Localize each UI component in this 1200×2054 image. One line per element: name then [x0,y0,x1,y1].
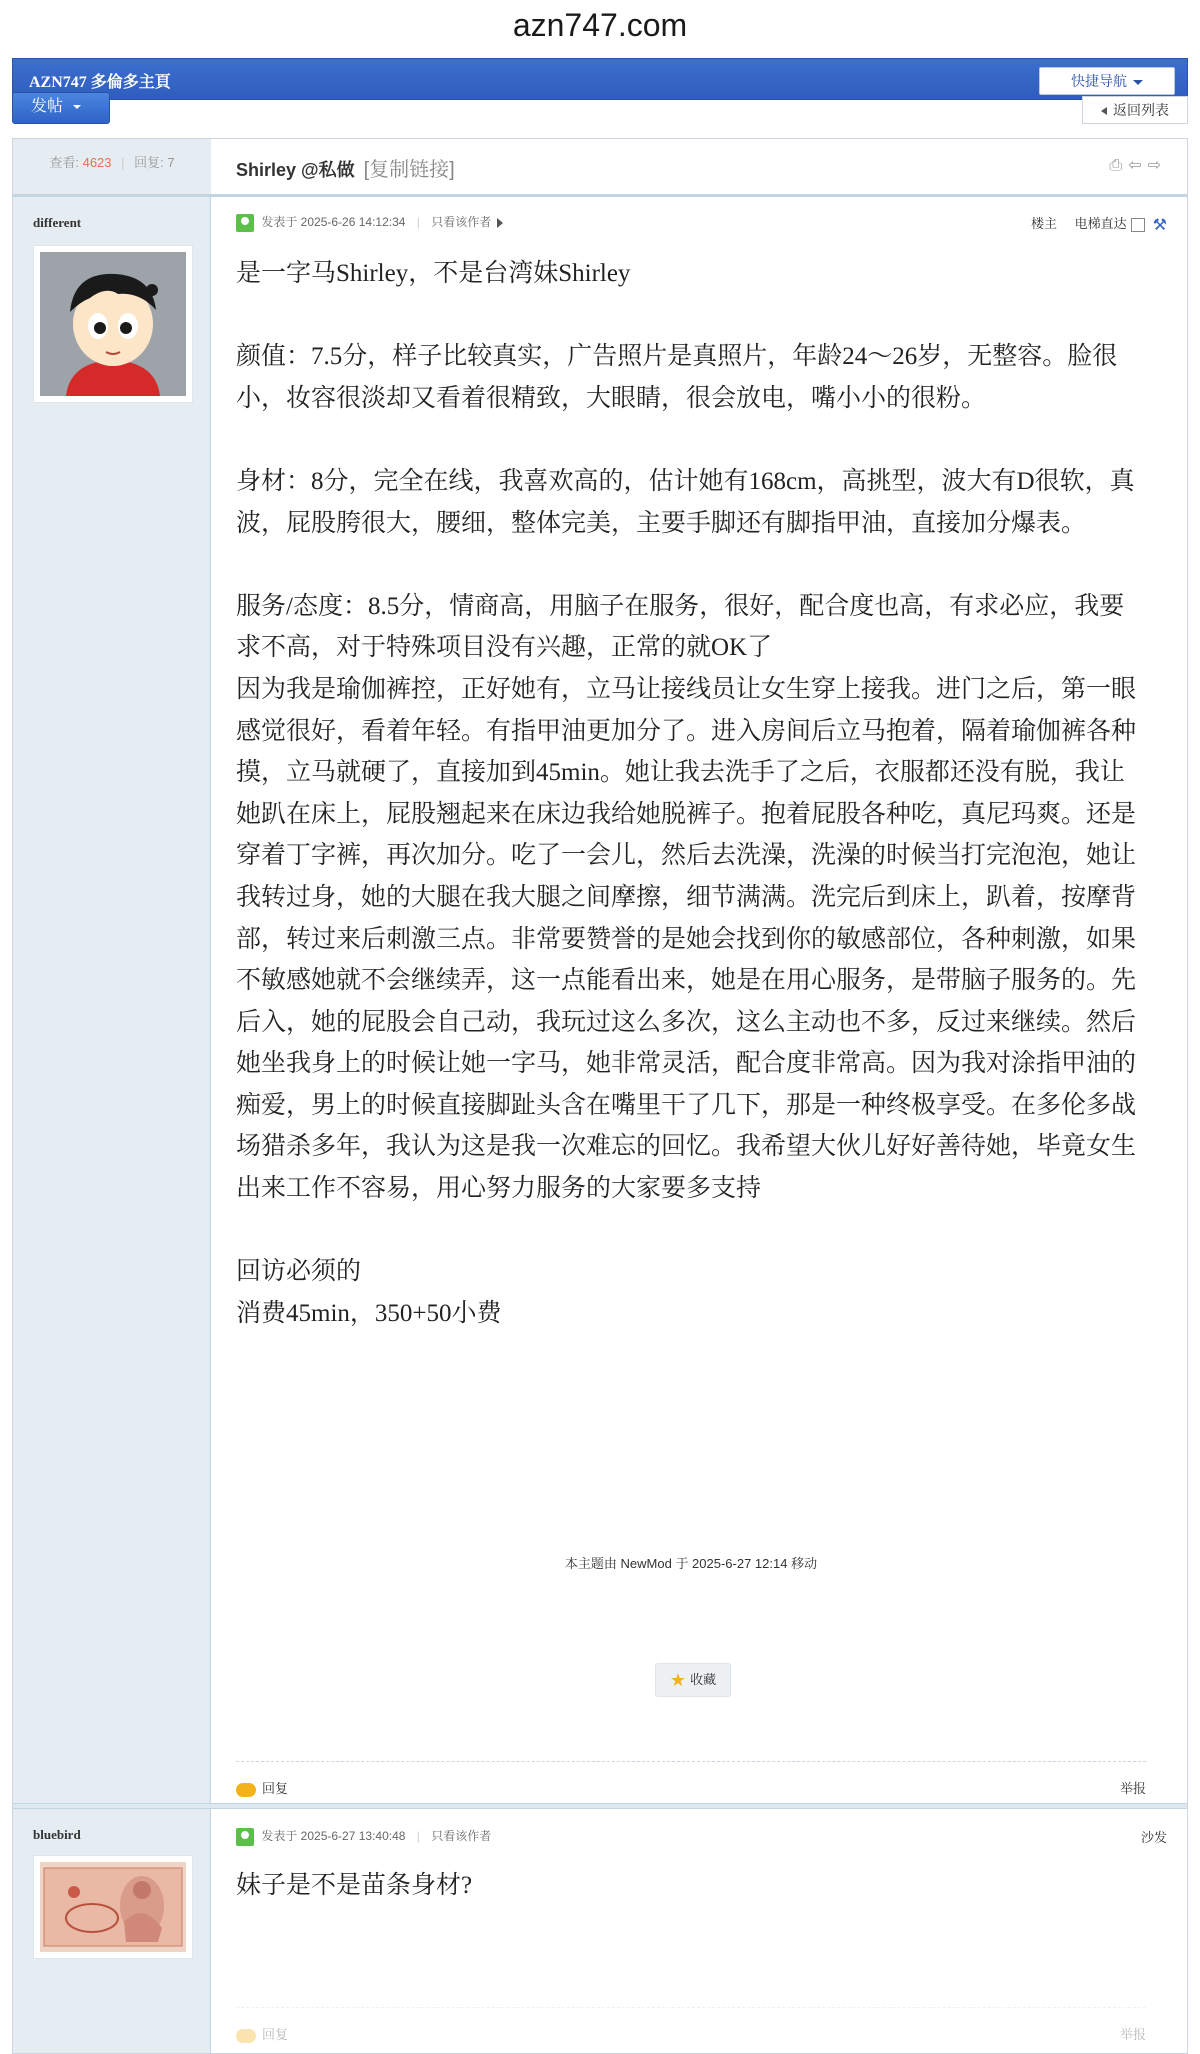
prev-thread-icon[interactable]: ⇦ [1128,157,1148,174]
post-meta [236,1827,491,1846]
new-post-button[interactable] [12,92,110,124]
avatar-image [40,252,186,396]
chevron-left-icon [1101,107,1107,115]
views-label: 查看: [49,155,79,170]
post-body [236,253,1146,1334]
elevator-label: 电梯直达 [1074,216,1127,231]
thread-title: Shirley @私做 [236,160,355,180]
thread-subject [236,153,455,182]
replies-count: 7 [167,155,175,170]
back-to-list-label: 返回列表 [1113,102,1169,118]
online-status-icon [236,1828,254,1846]
thread-header [13,139,1187,197]
post-paragraph: 是一字马Shirley，不是台湾妹Shirley [236,260,631,287]
forum-title[interactable]: AZN747 多倫多主頁 [29,74,171,91]
post-paragraph: 身材：8分，完全在线，我喜欢高的，估计她有168cm，高挑型，波大有D很软，真波，屁股胯很大，腰细，整体完美，主要手脚还有脚指甲油，直接加分爆表。 [236,467,1135,537]
stats-divider: | [121,155,125,170]
meta-divider: | [416,215,420,229]
thread-container [12,138,1188,2054]
chevron-down-icon [1133,80,1143,85]
back-to-list-button[interactable] [1082,96,1188,124]
wrench-icon[interactable]: ⚒ [1152,216,1167,234]
floor-label: 沙发 [1140,1830,1167,1845]
next-thread-icon[interactable]: ⇨ [1147,157,1167,174]
chevron-down-icon [73,105,81,109]
reply-button[interactable] [236,1778,288,1797]
elevator-input[interactable] [1131,218,1145,232]
favorite-button[interactable] [655,1663,731,1697]
online-status-icon [236,214,254,232]
favorite-label: 收藏 [690,1672,717,1687]
reply-label: 回复 [262,1781,289,1796]
post-body [236,1865,1146,1907]
post-timestamp: 发表于 2025-6-27 13:40:48 [261,1829,406,1843]
replies-label: 回复: [134,155,164,170]
thread-tools [1109,155,1167,175]
only-author-link[interactable]: 只看该作者 [431,1829,492,1843]
quick-nav-button[interactable] [1039,67,1175,95]
cartoon-avatar-icon [40,252,186,396]
meta-divider: | [416,1829,420,1843]
post-meta [236,213,503,232]
post-divider [13,1803,1187,1809]
post-paragraph: 颜值：7.5分，样子比较真实，广告照片是真照片，年龄24～26岁，无整容。脸很小，妆容很淡却又看着很精致，大眼睛，很会放电，嘴小小的很粉。 [236,343,1118,412]
avatar-image [40,1862,186,1952]
reply-bubble-icon [236,1783,256,1797]
star-icon: ★ [669,1670,687,1690]
new-post-label: 发帖 [31,98,64,115]
only-author-link[interactable]: 只看该作者 [431,215,492,229]
reply-bubble-icon [236,2029,256,2043]
print-icon[interactable]: ⎙ [1109,157,1129,174]
avatar[interactable] [33,245,193,403]
reply-label: 回复 [262,2027,289,2042]
copy-link-button[interactable]: [复制链接] [363,159,455,181]
floor-label: 楼主 [1031,216,1058,231]
report-link[interactable]: 举报 [1119,1781,1146,1796]
post-floor-bar [1031,213,1167,235]
post-actions [236,2007,1146,2047]
post-paragraph: 回访必须的 消费45min，350+50小费 [236,1258,502,1327]
avatar[interactable] [33,1855,193,1959]
moved-note: 本主题由 NewMod 于 2025-6-27 12:14 移动 [564,1556,818,1571]
thread-stats [13,139,211,194]
post-author-name[interactable]: different [33,215,82,230]
chevron-right-icon [497,218,503,228]
post-timestamp: 发表于 2025-6-26 14:12:34 [261,215,406,229]
quick-nav-label: 快捷导航 [1071,73,1127,89]
report-link[interactable]: 举报 [1119,2027,1146,2042]
post-paragraph: 服务/态度：8.5分，情商高，用脑子在服务，很好，配合度也高，有求必应，我要求不高，对于特殊项目没有兴趣，正常的就OK了 因为我是瑜伽裤控，正好她有，立马让接线员让女生穿上接我。进门之后，第一眼感觉很好，看着年轻。有指甲油更加分了。进入房间后立马抱着，隔着瑜伽裤各种摸，立马就硬了，直接加到45min。她让我去洗手了之后，衣服都还没有脱，我让她趴在床上，屁股翘起来在床边我给她脱裤子。抱着屁股各种吃，真尼玛爽。还是穿着丁字裤，再次加分。吃了一会儿，然后去洗澡，洗澡的时候当打完泡泡，她让我转过身，她的大腿在我大腿之间摩擦，细节满满。洗完后到床上，趴着，按摩背部，转过来后刺激三点。非常要赞誉的是她会找到你的敏感部位，各种刺激，如果不敏感她就不会继续弄，这一点能看出来，她是在用心服务，是带脑子服务的。先后入，她的屁股会自己动，我玩过这么多次，这么主动也不多，反过来继续。然后她坐我身上的时候让她一字马，她非常灵活，配合度非常高。因为我对涂指甲油的痴爱，男上的时候直接脚趾头含在嘴里干了几下，那是一种终极享受。在多伦多战场猎杀多年，我认为这是我一次难忘的回忆。我希望大伙儿好好善待她，毕竟女生出来工作不容易，用心努力服务的大家要多支持 [236,592,1137,1203]
banknote-avatar-icon [40,1862,186,1952]
forum-header-bar [12,58,1188,100]
post-paragraph: 妹子是不是苗条身材? [236,1872,473,1899]
post-actions [236,1761,1146,1801]
views-count: 4623 [82,155,112,170]
reply-button[interactable] [236,2024,288,2043]
post-author-name[interactable]: bluebird [33,1827,81,1842]
author-sidebar [13,139,211,2053]
post-floor-bar [1141,1827,1167,1846]
site-domain: azn747.com [512,7,688,43]
